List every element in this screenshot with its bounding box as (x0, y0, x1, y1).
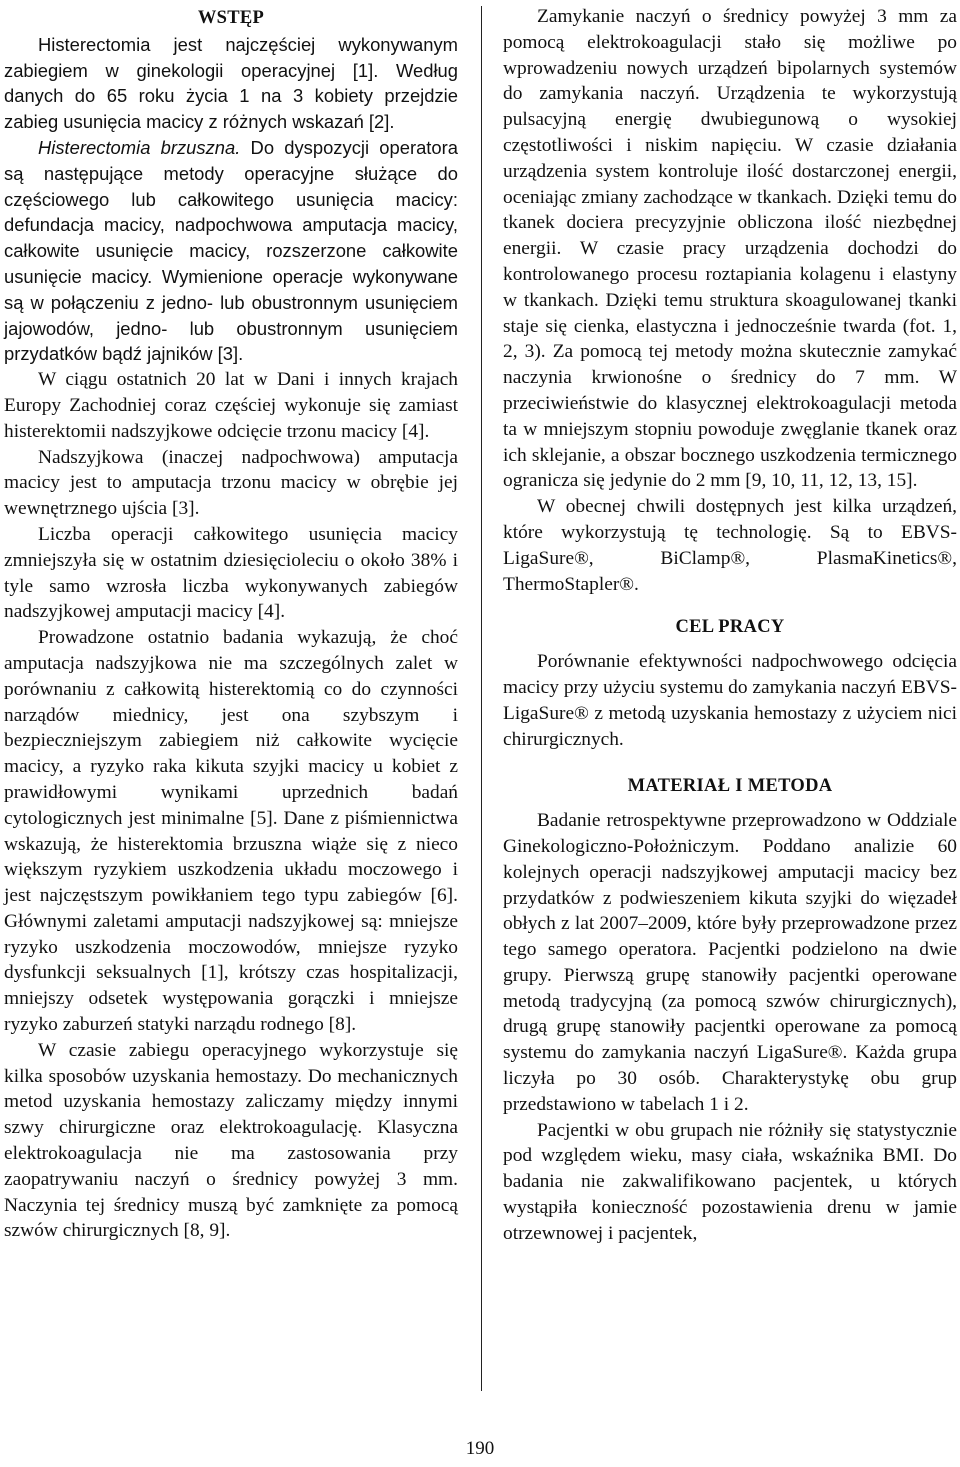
right-column (503, 4, 957, 1247)
paragraph-badania: Prowadzone ostatnio badania wykazują, że choć amputacja nadszyjkowa nie ma szczególnych zalet w porównaniu z całkowitą histerektomią co do czynności narządów miednicy, jest ona szybszym i bezpieczniejszym zabiegiem niż całkowite wycięcie macicy, a ryzyko raka kikuta szyjki macicy u kobiet z prawidłowymi wynikami uprzednich badań cytologicznych jest minimalne [5]. Dane z piśmiennictwa wskazują, że histerektomia brzuszna wiąże się z nieco większym ryzykiem uszkodzenia układu moczowego i jest najczęstszym powikłaniem tego typu zabiegów [6]. Głównymi zaletami amputacji nadszyjkowej są: mniejsze ryzyko uszkodzenia moczowodów, mniejsze ryzyko dysfunkcji seksualnych [1], krótszy czas hospitalizacji, mniejszy odsetek występowania gorączki i mniejsze ryzyko zaburzeń statyki narządu rodnego [8]. (4, 627, 458, 1036)
paragraph-pacjentki: Pacjentki w obu grupach nie różniły się statystycznie pod względem wieku, masy ciała, wskaźnika BMI. Do badania nie zakwalifikowano pacjentek, u których wystąpiła konieczność pozostawienia drenu w jamie otrzewnowej i pacjentek, (503, 1119, 957, 1244)
paragraph-intro: Histerectomia jest najczęściej wykonywanym zabiegiem w ginekologii operacyjnej [1]. Według danych do 65 roku życia 1 na 3 kobiety przejdzie zabieg usunięcia macicy z różnych wskazań [2]. (4, 33, 458, 133)
paragraph-zamykanie-naczyn: Zamykanie naczyń o średnicy powyżej 3 mm za pomocą elektrokoagulacji stało się możliwe po wprowadzeniu nowych urządzeń bipolarnych systemów do zamykania naczyń. Urządzenia te wykorzystują pulsacyjną energię dwubiegunową o wysokiej częstotliwości i niskim napięciu. W czasie działania urządzenia system kontroluje ilość dostarczonej energii, oceniając zmiany zachodzące w tkankach. Dzięki temu do tkanek dociera precyzyjnie obliczona ilość niezbędnej energii. W czasie pracy urządzenia dochodzi do kontrolowanego procesu roztapiania kolagenu i elastyny w tkankach. Dzięki temu struktura skoagulowanej tkanki staje się cienka, elastyczna i jednocześnie twarda (fot. 1, 2, 3). Za pomocą tej metody można skutecznie zamykać naczynia krwionośne o średnicy do 7 mm. W przeciwieństwie do klasycznej elektrokoagulacji metoda ta w mniejszym stopniu powoduje zwęglanie tkanek oraz ich sklejanie, a obszar bocznego uszkodzenia termicznego ogranicza się jedynie do 2 mm [9, 10, 11, 12, 13, 15]. (503, 6, 957, 492)
paragraph-hemostaza: W czasie zabiegu operacyjnego wykorzystuje się kilka sposobów uzyskania hemostazy. Do mechanicznych metod uzyskania hemostazy zaliczamy między innymi szwy chirurgiczne oraz elektrokoagulację. Klasyczna elektrokoagulacja nie ma zastosowania przy zaopatrywaniu naczyń o średnicy powyżej 3 mm. Naczynia tej średnicy muszą być zamknięte za pomocą szwów chirurgicznych [8, 9]. (4, 1039, 458, 1242)
paragraph-nadszyjkowa: Nadszyjkowa (inaczej nadpochwowa) amputacja macicy jest to amputacja trzonu macicy w obrębie jej wewnętrznego ujścia [3]. (4, 446, 458, 520)
column-divider (481, 6, 482, 1391)
page-number: 190 (465, 1438, 495, 1459)
paragraph-histerectomia-brzuszna (4, 135, 458, 367)
heading-wstep: WSTĘP (197, 8, 265, 28)
paragraph-body: Do dyspozycji operatora są następujące metody operacyjne służące do częściowego lub całkowitego usunięcia macicy: defundacja macicy, nadpochwowa amputacja macicy, całkowite usunięcie macicy, rozszerzone całkowite usunięcie macicy. Wymienione operacje wykonywane są w połączeniu z jedno- lub obustronnym usunięciem jajowodów, jedno- lub obustronnym usunięciem przydatków bądź jajników [3]. (4, 136, 458, 365)
paragraph-urzadzenia: W obecnej chwili dostępnych jest kilka urządzeń, które wykorzystują tę technologię. Są to EBVS-LigaSure®, BiClamp®, PlasmaKinetics®, ThermoStapler®. (503, 496, 957, 595)
heading-material-metoda: MATERIAŁ I METODA (627, 776, 833, 797)
paragraph-badanie: Badanie retrospektywne przeprowadzono w Oddziale Ginekologiczno-Położniczym. Poddano analizie 60 kolejnych operacji nadszyjkowej amputacji macicy bez przydatków z podwieszeniem kikuta szyjki do więzadeł obłych z lat 2007–2009, które były przeprowadzone przez tego samego operatora. Pacjentki podzielono na dwie grupy. Pierwszą grupę stanowiły pacjentki operowane metodą tradycyjną (za pomocą szwów chirurgicznych), drugą grupę stanowiły pacjentki operowane za pomocą systemu do zamykania naczyń LigaSure®. Każda grupa liczyła po 30 osób. Charakterystykę obu grup przedstawiono w tabelach 1 i 2. (503, 810, 957, 1115)
left-column (4, 6, 458, 1244)
paragraph-dania: W ciągu ostatnich 20 lat w Dani i innych krajach Europy Zachodniej coraz częściej wykonuje się zamiast histerektomii nadszyjkowe odcięcie trzonu macicy [4]. (4, 369, 458, 442)
paragraph-liczba-operacji: Liczba operacji całkowitego usunięcia macicy zmniejszyła się w ostatnim dziesięcioleciu o około 38% i tyle samo wzrosła liczba wykonywanych zabiegów nadszyjkowej amputacji macicy [4]. (4, 523, 458, 623)
heading-cel-pracy: CEL PRACY (675, 617, 785, 638)
run-in-heading: Histerectomia brzuszna. (38, 136, 241, 158)
paragraph-cel: Porównanie efektywności nadpochwowego odcięcia macicy przy użyciu systemu do zamykania naczyń EBVS-LigaSure® z metodą uzyskania hemostazy z użyciem nici chirurgicznych. (503, 651, 957, 750)
